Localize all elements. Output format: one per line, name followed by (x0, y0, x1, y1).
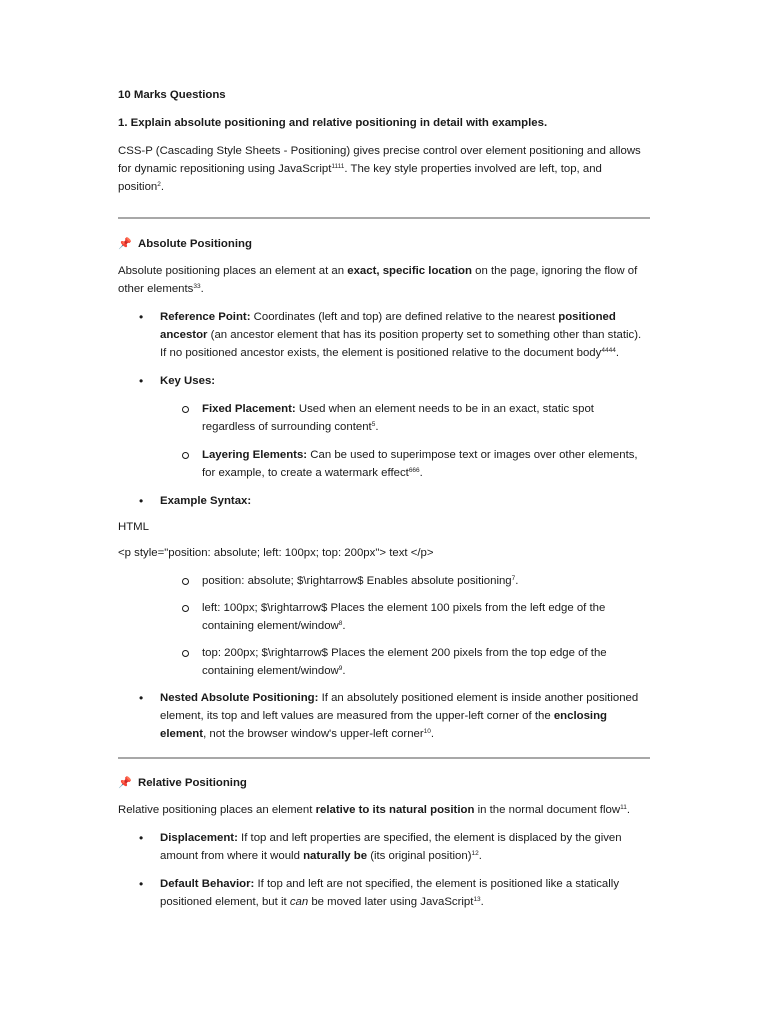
section-title-relative: 📌 Relative Positioning (118, 774, 650, 792)
syntax-sublist (118, 572, 650, 680)
list-item: position: absolute; $\rightarrow$ Enables absolute positioning$^7$. (118, 572, 650, 590)
list-item: Layering Elements: Can be used to superimpose text or images over other elements, for example, to create a watermark effect$^{666}$. (118, 446, 650, 482)
question-heading: 1. Explain absolute positioning and relative positioning in detail with examples. (118, 117, 548, 129)
doc-title: 10 Marks Questions (118, 89, 226, 101)
list-item: • Nested Absolute Positioning: If an absolutely positioned element is inside another positioned element, its top and left values are measured from the upper-left corner of the enclosing element, not the browser window's upper-left corner$^{10}$. (118, 689, 650, 743)
circle-bullet-icon (182, 452, 189, 459)
circle-bullet-icon (182, 578, 189, 585)
code-example: <p style="position: absolute; left: 100px; top: 200px"> text </p> (118, 547, 434, 559)
absolute-bullet-list (118, 308, 650, 390)
intro-paragraph: CSS-P (Cascading Style Sheets - Positioning) gives precise control over element positioning and allows for dynamic repositioning using JavaScript$^{1111}$. The key style properties involved are left, top, and position$^2$. (118, 145, 641, 193)
section-divider (118, 757, 650, 759)
section-divider (118, 217, 650, 219)
circle-bullet-icon (182, 605, 189, 612)
list-item: • Key Uses: (118, 372, 650, 390)
html-label: HTML (118, 521, 150, 533)
list-item: • Displacement: If top and left properties are specified, the element is displaced by the given amount from where it would naturally be (its original position)$^{12}$. (118, 829, 650, 865)
syntax-bullet-list (118, 492, 650, 510)
absolute-description: Absolute positioning places an element at an exact, specific location on the page, ignoring the flow of other elements$^{33}$. (118, 265, 638, 295)
list-item: • Reference Point: Coordinates (left and top) are defined relative to the nearest positioned ancestor (an ancestor element that has its position property set to something other than static). If no positioned ancestor exists, the element is positioned relative to the document body$^{4444}$. (118, 308, 650, 362)
list-item: top: 200px; $\rightarrow$ Places the element 200 pixels from the top edge of the containing element/window$^9$. (118, 644, 650, 680)
relative-bullet-list (118, 829, 650, 911)
circle-bullet-icon (182, 406, 189, 413)
circle-bullet-icon (182, 650, 189, 657)
key-uses-sublist (118, 400, 650, 482)
relative-description: Relative positioning places an element relative to its natural position in the normal document flow$^{11}$. (118, 804, 630, 816)
list-item: • Example Syntax: (118, 492, 650, 510)
list-item: • Default Behavior: If top and left are not specified, the element is positioned like a statically positioned element, but it can be moved later using JavaScript$^{13}$. (118, 875, 650, 911)
pushpin-icon: 📌 (118, 777, 132, 789)
pushpin-icon: 📌 (118, 238, 132, 250)
section-title-absolute: 📌 Absolute Positioning (118, 235, 650, 253)
nested-bullet-list (118, 689, 650, 743)
list-item: left: 100px; $\rightarrow$ Places the element 100 pixels from the left edge of the containing element/window$^8$. (118, 599, 650, 635)
list-item: Fixed Placement: Used when an element needs to be in an exact, static spot regardless of surrounding content$^5$. (118, 400, 650, 436)
